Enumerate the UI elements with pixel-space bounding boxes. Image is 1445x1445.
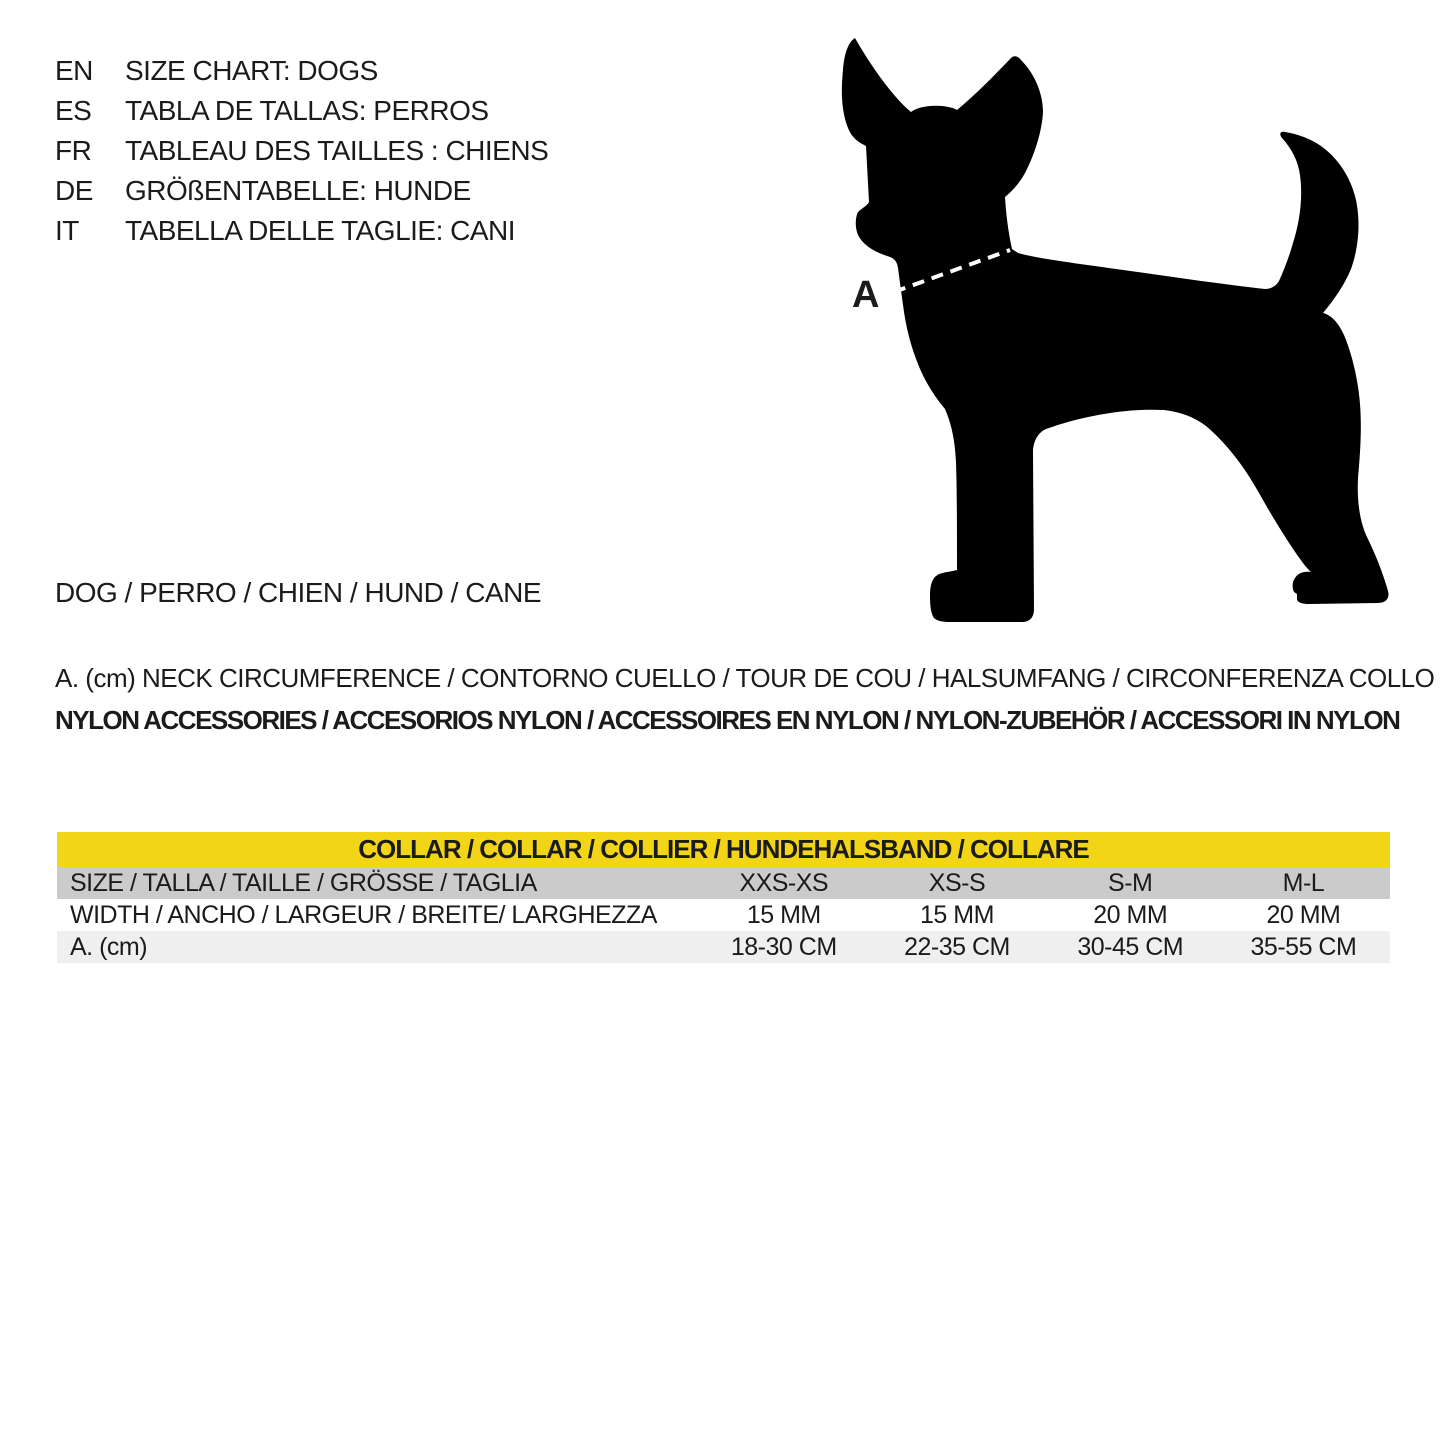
language-row [55,211,548,251]
material-note: NYLON ACCESSORIES / ACCESORIOS NYLON / ACCESSOIRES EN NYLON / NYLON-ZUBEHÖR / ACCESSORI IN NYLON [55,705,1400,735]
width-value-cell: 15 MM [746,900,821,929]
language-code: FR [55,135,92,166]
size-value-cell: M-L [1282,868,1325,897]
width-value-cell: 15 MM [920,900,994,929]
size-value-cell: XXS-XS [739,868,829,897]
page-title-es: TABLA DE TALLAS: PERROS [125,95,489,126]
page-title-de: GRÖßENTABELLE: HUNDE [125,175,471,206]
language-code: ES [55,95,92,126]
neck-value-cell: 35-55 CM [1250,932,1357,961]
language-row [55,131,548,171]
row-label-size: SIZE / TALLA / TAILLE / GRÖSSE / TAGLIA [70,868,537,897]
row-label-width: WIDTH / ANCHO / LARGEUR / BREITE/ LARGHEZZA [70,900,657,929]
table-row-neck [57,931,1390,963]
measure-a-label: A [852,274,879,316]
language-row [55,91,548,131]
page-title-it: TABELLA DELLE TAGLIE: CANI [125,215,516,246]
language-code: EN [55,55,93,86]
page-title-en: SIZE CHART: DOGS [125,55,378,86]
table-row-size [57,867,1390,899]
size-value-cell: S-M [1108,868,1153,897]
language-title-block [55,51,548,251]
table-title: COLLAR / COLLAR / COLLIER / HUNDEHALSBAND / COLLARE [57,832,1390,867]
measurement-note: A. (cm) NECK CIRCUMFERENCE / CONTORNO CUELLO / TOUR DE COU / HALSUMFANG / CIRCONFERENZA COLLO [55,663,1435,693]
neck-value-cell: 30-45 CM [1077,932,1184,961]
size-value-cell: XS-S [928,868,986,897]
width-value-cell: 20 MM [1093,900,1168,929]
row-label-neck: A. (cm) [70,932,148,961]
collar-size-table [57,832,1390,963]
dog-silhouette-icon [810,20,1410,650]
width-value-cell: 20 MM [1266,900,1341,929]
dog-diagram [810,20,1410,650]
language-row [55,51,548,91]
language-code: IT [55,215,79,246]
neck-value-cell: 22-35 CM [904,932,1010,961]
language-row [55,171,548,211]
dog-caption: DOG / PERRO / CHIEN / HUND / CANE [55,577,541,608]
neck-value-cell: 18-30 CM [730,932,837,961]
language-code: DE [55,175,93,206]
table-row-width [57,899,1390,931]
page-title-fr: TABLEAU DES TAILLES : CHIENS [125,135,549,166]
